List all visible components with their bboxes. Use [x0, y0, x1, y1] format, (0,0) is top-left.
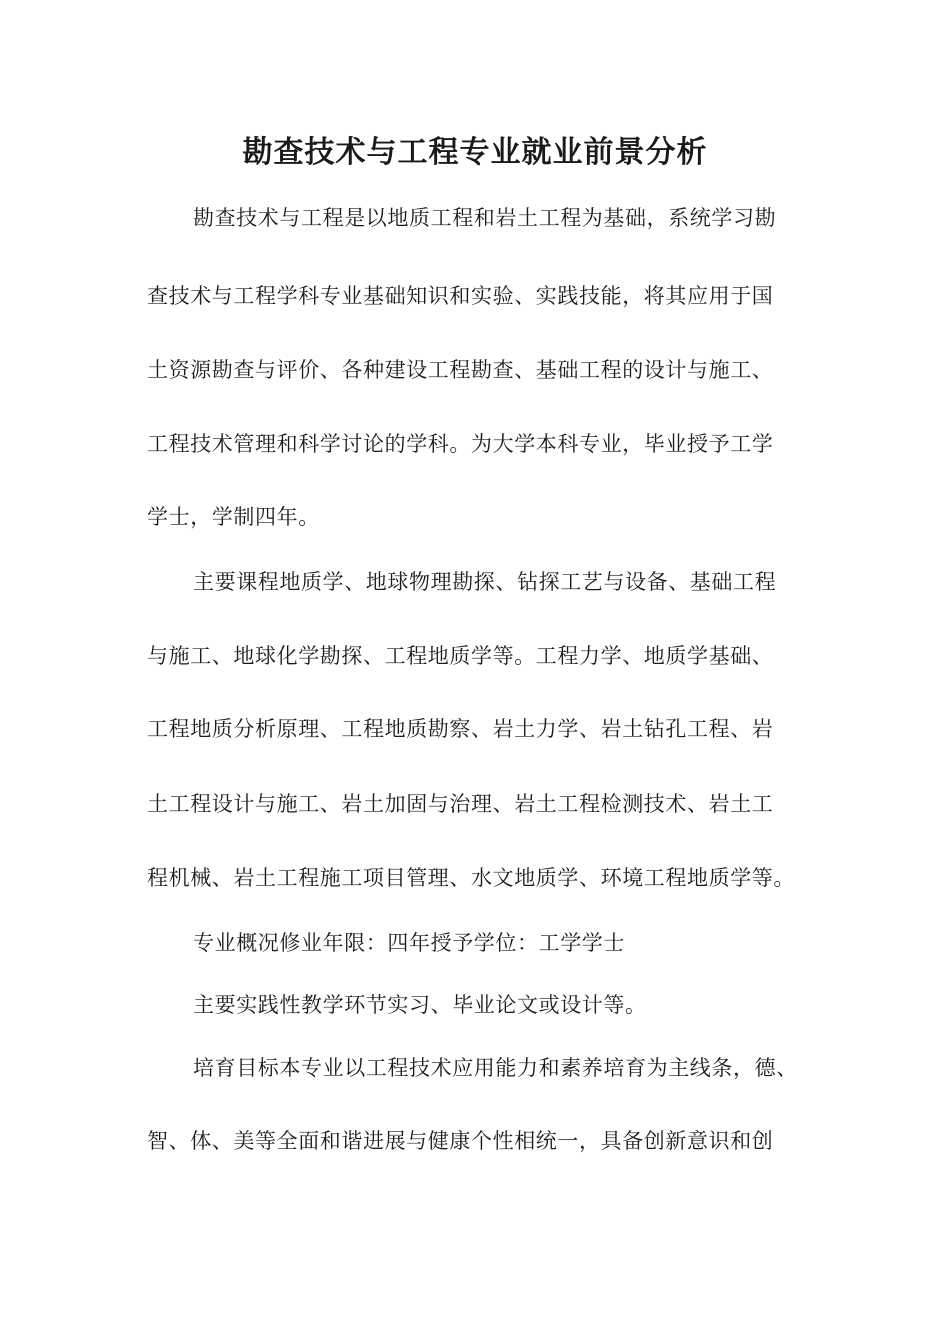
paragraph-1-line-4: 工程技术管理和科学讨论的学科。为大学本科专业，毕业授予工学: [147, 432, 774, 456]
paragraph-1-line-1: 勘查技术与工程是以地质工程和岩土工程为基础，系统学习勘: [193, 206, 777, 230]
paragraph-3-line-1: 专业概况修业年限：四年授予学位：工学学士: [193, 931, 625, 955]
paragraph-2-line-4: 土工程设计与施工、岩土加固与治理、岩土工程检测技术、岩土工: [147, 792, 774, 816]
paragraph-5-line-1: 培育目标本专业以工程技术应用能力和素养培育为主线条，德、: [193, 1056, 798, 1080]
paragraph-2-line-1: 主要课程地质学、地球物理勘探、钻探工艺与设备、基础工程: [193, 570, 777, 594]
paragraph-2-line-3: 工程地质分析原理、工程地质勘察、岩土力学、岩土钻孔工程、岩: [147, 717, 774, 741]
paragraph-4-line-1: 主要实践性教学环节实习、毕业论文或设计等。: [193, 993, 647, 1017]
paragraph-5-line-2: 智、体、美等全面和谐进展与健康个性相统一，具备创新意识和创: [147, 1129, 774, 1153]
paragraph-2-line-2: 与施工、地球化学勘探、工程地质学等。工程力学、地质学基础、: [147, 644, 774, 668]
paragraph-1-line-5: 学士，学制四年。: [147, 505, 320, 529]
paragraph-1-line-3: 土资源勘查与评价、各种建设工程勘查、基础工程的设计与施工、: [147, 358, 774, 382]
document-title: 勘查技术与工程专业就业前景分析: [242, 135, 708, 170]
paragraph-1-line-2: 查技术与工程学科专业基础知识和实验、实践技能，将其应用于国: [147, 284, 774, 308]
paragraph-2-line-5: 程机械、岩土工程施工项目管理、水文地质学、环境工程地质学等。: [147, 866, 795, 890]
